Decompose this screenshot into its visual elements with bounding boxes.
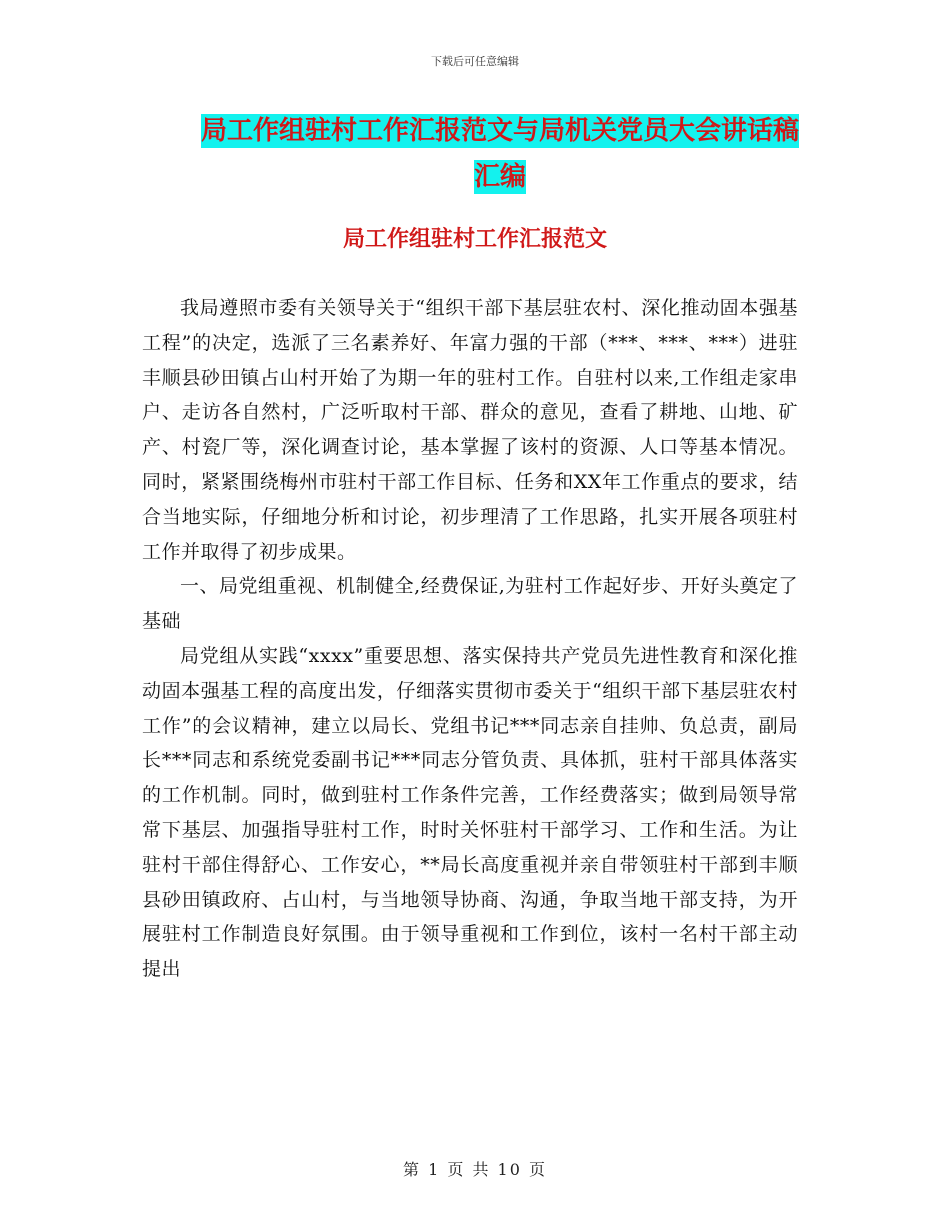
document-title-line-1: 局工作组驻村工作汇报范文与局机关党员大会讲话稿 — [200, 116, 799, 146]
paragraph-party-group: 局党组从实践“xxxx”重要思想、落实保持共产党员先进性教育和深化推动固本强基工程的高度出发，仔细落实贯彻市委关于“组织干部下基层驻农村工作”的会议精神，建立以局长、党组书记***同志亲自挂帅、负总责，副局长***同志和系统党委副书记***同志分管负责、具体抓，驻村干部具体落实的工作机制。同时，做到驻村工作条件完善，工作经费落实；做到局领导常常下基层、加强指导驻村工作，时时关怀驻村干部学习、工作和生活。为让驻村干部住得舒心、工作安心，**局长高度重视并亲自带领驻村干部到丰顺县砂田镇政府、占山村，与当地领导协商、沟通，争取当地干部支持，为开展驻村工作制造良好氛围。由于领导重视和工作到位，该村一名村干部主动提出 — [142, 644, 798, 981]
page-number-footer: 第 1 页 共 10 页 — [403, 1160, 547, 1179]
paragraph-heading-one: 一、局党组重视、机制健全,经费保证,为驻村工作起好步、开好头奠定了基础 — [142, 575, 798, 633]
document-title — [150, 108, 850, 200]
document-title-line-2: 汇编 — [473, 162, 526, 192]
header-note: 下载后可任意编辑 — [431, 55, 519, 68]
document-body — [142, 291, 798, 987]
section-title: 局工作组驻村工作汇报范文 — [342, 227, 607, 252]
paragraph-intro: 我局遵照市委有关领导关于“组织干部下基层驻农村、深化推动固本强基工程”的决定，选派了三名素养好、年富力强的干部（***、***、***）进驻丰顺县砂田镇占山村开始了为期一年的驻村工作。自驻村以来,工作组走家串户、走访各自然村，广泛听取村干部、群众的意见，查看了耕地、山地、矿产、村瓷厂等，深化调查讨论，基本掌握了该村的资源、人口等基本情况。同时，紧紧围绕梅州市驻村干部工作目标、任务和XX年工作重点的要求，结合当地实际，仔细地分析和讨论，初步理清了工作思路，扎实开展各项驻村工作并取得了初步成果。 — [142, 297, 798, 563]
